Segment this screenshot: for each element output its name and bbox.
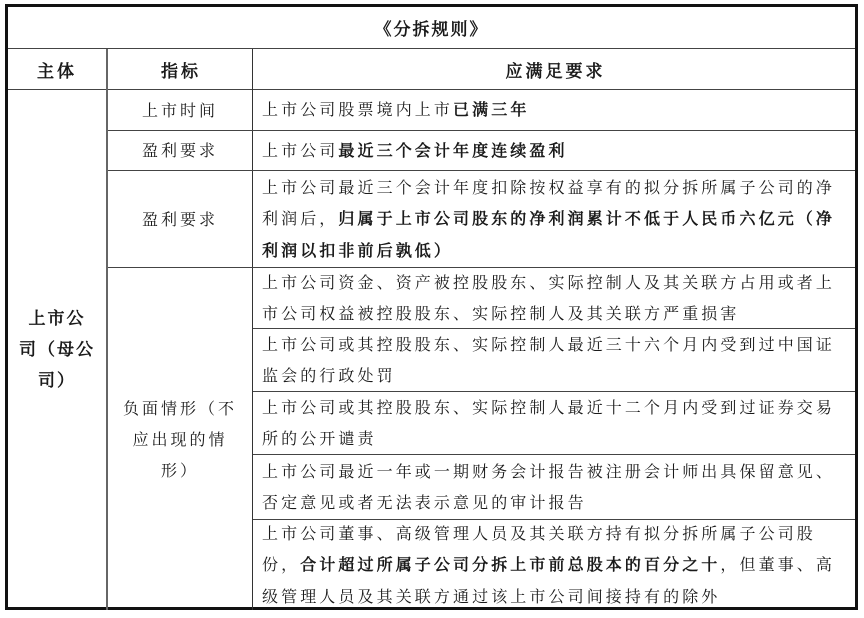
indicator-line: 形） (160, 460, 199, 480)
text-segment: 上市公司股票境内上市 (262, 100, 454, 120)
requirement-row (253, 329, 855, 391)
header-indicator: 指标 (161, 61, 201, 82)
text-segment: 上市公司资金、资产被控股股东、实际控制人及其关联方占用或者上市公司权益被控股股东、实际控制人及其关联方严重损害 (262, 272, 836, 323)
subject-cell (8, 90, 106, 610)
indicator-line: 应出现的情 (132, 429, 228, 449)
bold-segment: 已满三年 (453, 100, 530, 120)
text-segment: ，但董事、高级管理人员及其关联方通过该上市公司间接持有的除外 (262, 555, 836, 606)
text-segment: 上市公司最近三个会计年度扣除按权益享有的拟分拆所属子公司的净利润后， (262, 177, 836, 229)
subject-line: 上市公 (28, 308, 86, 329)
indicator-negative (108, 268, 252, 610)
indicator-line: 负面情形（不 (122, 398, 237, 418)
text-segment: 上市公司或其控股股东、实际控制人最近十二个月内受到过证券交易所的公开谴责 (262, 397, 836, 448)
bold-segment: 归属于上市公司股东的净利润累计不低于人民币六亿元（净利润以扣非前后孰低） (262, 209, 836, 260)
table-title: 《分拆规则》 (374, 20, 489, 40)
subject-line: 司） (38, 370, 76, 391)
indicator-listing-time: 上市时间 (141, 100, 218, 120)
subject-line: 司（母公 (19, 339, 95, 360)
text-segment: 上市公司或其控股股东、实际控制人最近三十六个月内受到过中国证监会的行政处罚 (262, 334, 836, 385)
text-segment: 上市公司最近一年或一期财务会计报告被注册会计师出具保留意见、否定意见或者无法表示意见的审计报告 (262, 461, 836, 512)
requirement-row (253, 392, 855, 454)
split-rules-table (5, 4, 858, 610)
requirement-row (253, 171, 855, 267)
requirement-row (253, 520, 855, 610)
requirement-row (253, 90, 855, 130)
requirement-row (253, 455, 855, 519)
indicator-profit-2: 盈利要求 (141, 209, 218, 229)
requirement-row (253, 131, 855, 170)
text-segment: 上市公司董事、高级管理人员及其关联方持有拟分拆所属子公司股份， (262, 523, 816, 575)
indicator-profit: 盈利要求 (141, 141, 218, 160)
requirement-row (253, 268, 855, 328)
bold-segment: 最近三个会计年度连续盈利 (338, 140, 568, 160)
text-segment: 上市公司 (262, 140, 339, 160)
header-requirement: 应满足要求 (505, 61, 606, 82)
bold-segment: 合计超过所属子公司分拆上市前总股本的百分之十 (300, 555, 721, 575)
header-subject: 主体 (37, 61, 77, 82)
